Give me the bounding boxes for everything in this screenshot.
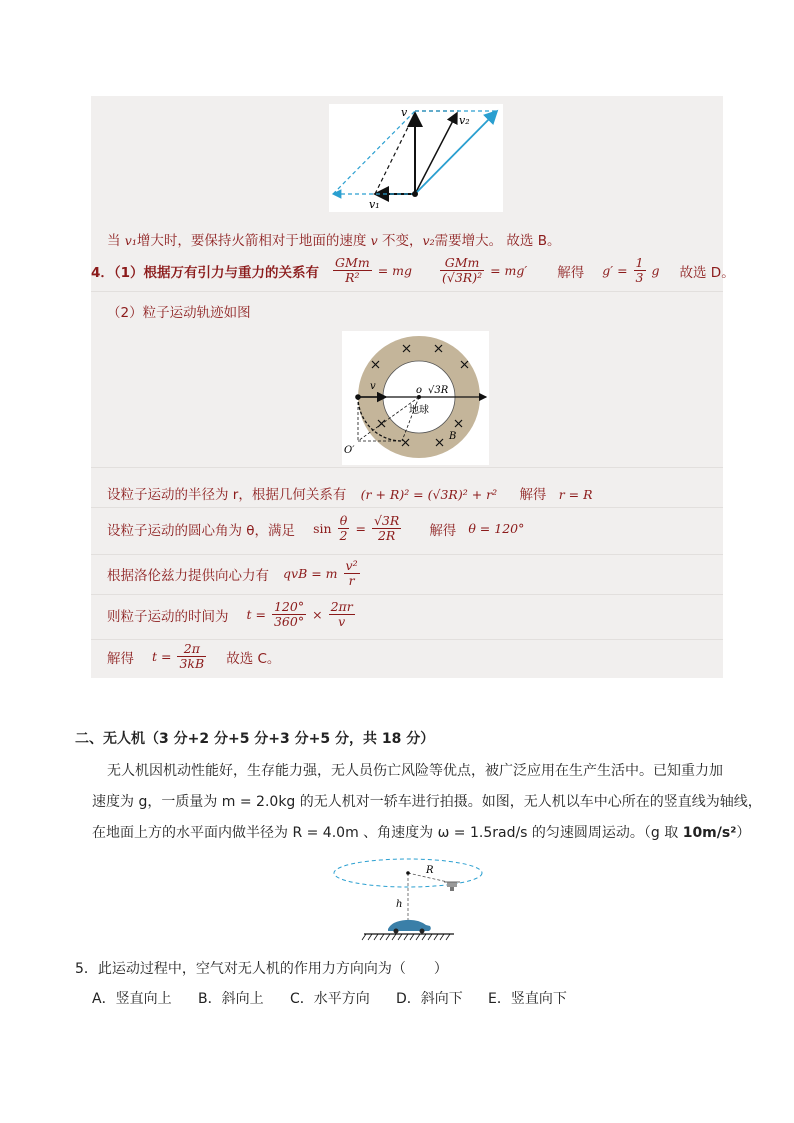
v2-symbol: v₂ [422, 233, 435, 248]
increased-v2-arrow [415, 111, 497, 194]
text-run: 当 [107, 233, 125, 249]
step-text: 设粒子运动的半径为 r，根据几何关系有 [107, 487, 347, 503]
divider [91, 507, 723, 508]
divider [91, 467, 723, 468]
question-5-stem: 5．此运动过程中，空气对无人机的作用力方向向为（ ） [75, 961, 448, 977]
text-run: 需要增大。 故选 B。 [434, 233, 561, 249]
equals-sign: = [355, 521, 366, 536]
fraction: $\frac{\text{v²}}{r}$ [345, 558, 358, 588]
dashed-line [333, 111, 415, 194]
earth-label: 地球 [409, 405, 429, 416]
v1-label: v₁ [369, 198, 380, 211]
text-run: 不变， [377, 233, 423, 249]
answer-choice: 故选 D。 [679, 264, 735, 281]
text-run: 在地面上方的水平面内做半径为 R = 4.0m 、角速度为 ω = 1.5rad/s 的匀速圆周运动。（g 取 [92, 825, 683, 841]
text-run: 增大时，要保持火箭相对于地面的速度 [136, 233, 371, 249]
step-text: 根据洛伦兹力提供向心力有 [107, 567, 269, 584]
h-label: h [396, 899, 403, 910]
step-text: 则粒子运动的时间为 [107, 608, 229, 625]
track-center-label: O′ [344, 445, 355, 456]
orbit-center [406, 871, 410, 875]
fraction: $\frac{\theta}{2}$ [339, 513, 348, 543]
option-a[interactable]: A．竖直向上 [92, 991, 172, 1007]
step-radius [107, 483, 593, 503]
equation-lhs: t = [152, 649, 172, 664]
dashed-line [375, 113, 415, 194]
problem-paragraph-line: 无人机因机动性能好，生存能力强，无人员伤亡风险等优点，被广泛应用在生产生活中。已知重力加 [107, 763, 723, 779]
equation-rhs: = mg [377, 263, 412, 278]
step-result-final [107, 642, 280, 671]
part1-prefix: 4．（1）根据万有引力与重力的关系有 [91, 264, 320, 281]
divider [91, 554, 723, 555]
drone-orbit-figure [330, 855, 486, 941]
velocity-vector-figure [329, 104, 503, 212]
option-e[interactable]: E．竖直向下 [488, 991, 567, 1007]
times-sign: × [312, 607, 323, 622]
center-label: o [416, 385, 423, 396]
ground-hatching [362, 934, 450, 940]
problem-paragraph-line [92, 822, 750, 842]
v-symbol: v [370, 233, 378, 248]
drone-icon [444, 882, 460, 891]
divider [91, 291, 723, 292]
step-equation: (r + R)² = (√3R)² + r² [360, 487, 498, 502]
fraction: $\frac{1}{3}$ [635, 255, 644, 285]
v2-arrow [415, 113, 457, 194]
option-d[interactable]: D．斜向下 [396, 991, 463, 1007]
g-value: 10m/s² [682, 825, 737, 841]
equation-rhs: = mg′ [490, 263, 528, 278]
fraction: $\frac{2\pi r}{v}$ [330, 599, 353, 629]
text-run: ） [736, 825, 751, 841]
step-lorentz [107, 559, 362, 588]
step-text: 解得 [107, 650, 134, 667]
v-label: v [370, 381, 376, 392]
solution-4-part2-heading: （2）粒子运动轨迹如图 [107, 305, 251, 321]
entry-point [355, 394, 361, 400]
option-b[interactable]: B．斜向上 [198, 991, 264, 1007]
fraction: $\frac{√3R}{2R}$ [373, 513, 400, 543]
v1-symbol: v₁ [124, 233, 137, 248]
divider [91, 594, 723, 595]
origin-point [412, 191, 418, 197]
section-title: 二、无人机（3 分+2 分+5 分+3 分+5 分，共 18 分） [75, 731, 435, 747]
equation-lhs: qvB = m [283, 566, 338, 581]
fraction: $\frac{2\pi}{3kB}$ [179, 641, 205, 671]
r-label: R [426, 865, 434, 876]
sin-function: sin [313, 521, 332, 536]
solve-label: 解得 [519, 487, 547, 503]
fraction: $\frac{\text{GMm}}{\text{R²}}$ [335, 255, 370, 285]
solution-3-text [107, 229, 560, 249]
v-label: v [401, 106, 408, 119]
equation-lhs: t = [246, 607, 266, 622]
equation-rhs: g [651, 263, 660, 278]
particle-trajectory-figure [342, 331, 489, 465]
divider [91, 639, 723, 640]
option-c[interactable]: C．水平方向 [290, 991, 370, 1007]
sqrt3r-label: √3R [428, 385, 449, 396]
v2-label: v₂ [459, 114, 470, 127]
fraction: $\frac{120^\circ}{360^\circ}$ [273, 599, 305, 629]
equation-lhs: g′ = [602, 263, 628, 278]
step-result: r = R [558, 487, 593, 502]
answer-choice: 故选 C。 [226, 650, 281, 667]
step-text: 设粒子运动的圆心角为 θ，满足 [107, 522, 296, 539]
problem-paragraph-line: 速度为 g，一质量为 m = 2.0kg 的无人机对一轿车进行拍摄。如图，无人机以车中心所在的竖直线为轴线， [92, 794, 762, 810]
step-time [107, 600, 357, 629]
solution-4-part1 [91, 256, 735, 285]
step-angle [107, 514, 524, 543]
solve-label: 解得 [557, 264, 585, 281]
field-label: B [449, 431, 457, 442]
fraction: $\frac{\text{GMm}}{\text{(√3R)²}}$ [442, 255, 483, 285]
step-result: θ = 120° [468, 521, 525, 536]
solve-label: 解得 [429, 522, 457, 539]
car-icon [388, 920, 431, 934]
